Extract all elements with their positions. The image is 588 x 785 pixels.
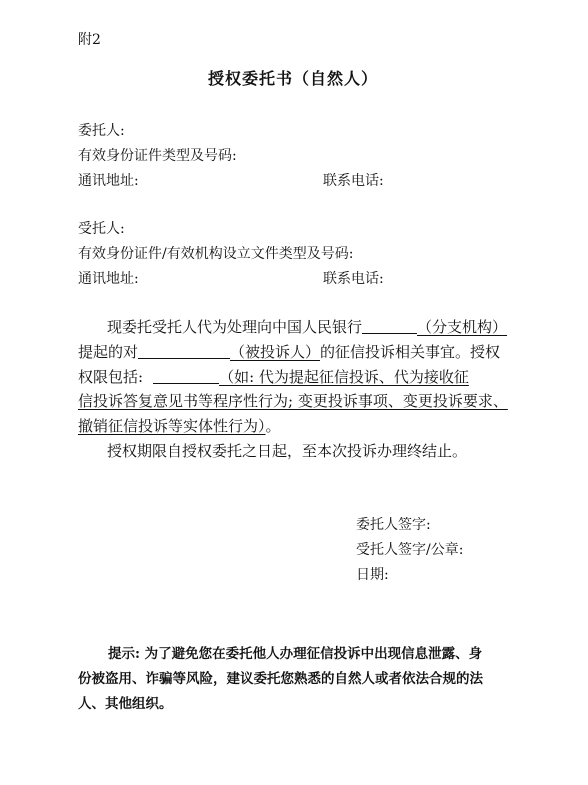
principal-id-label: 有效身份证件类型及号码:	[78, 148, 237, 164]
respondent-blank	[138, 344, 230, 359]
principal-address-label: 通讯地址:	[78, 173, 139, 189]
scope-example: （如: 代为提起征信投诉、代为接收征	[219, 368, 469, 386]
document-title: 授权委托书（自然人）	[208, 69, 379, 88]
principal-name-label: 委托人:	[78, 123, 125, 139]
date-label: 日期:	[356, 567, 389, 583]
principal-signature-label: 委托人签字:	[356, 517, 431, 533]
agent-signature-label: 受托人签字/公章:	[356, 542, 464, 558]
agent-phone-label: 联系电话:	[323, 271, 384, 287]
tip-line-3: 人、其他组织。	[78, 696, 173, 712]
principal-phone-label: 联系电话:	[323, 173, 384, 189]
authorization-line-3	[78, 369, 469, 385]
scope-example: 信投诉答复意见书等程序性行为; 变更投诉事项、变更投诉要求、	[78, 392, 508, 410]
scope-label: 权限包括:	[78, 368, 144, 386]
respondent-placeholder: （被投诉人）	[230, 343, 321, 361]
authorization-line-1	[107, 319, 507, 335]
agent-id-label: 有效身份证件/有效机构设立文件类型及号码:	[78, 246, 354, 262]
authorization-text: 的征信投诉相关事宜。授权	[320, 343, 501, 361]
authorization-line-5	[78, 419, 281, 434]
tip-line-2: 份被盗用、诈骗等风险，建议委托您熟悉的自然人或者依法合规的法	[78, 671, 483, 687]
scope-example: 撤销征信投诉等实体性行为）	[78, 417, 266, 435]
authorization-period: 授权期限自授权委托之日起，至本次投诉办理终结止。	[107, 442, 468, 460]
agent-name-label: 受托人:	[78, 221, 125, 237]
branch-placeholder: （分支机构）	[417, 318, 508, 336]
authorization-text: 提起的对	[78, 343, 139, 361]
sentence-end: 。	[265, 417, 281, 435]
tip-line-1: 提示: 为了避免您在委托他人办理征信投诉中出现信息泄露、身	[108, 646, 483, 662]
authorization-text: 现委托受托人代为处理向中国人民银行	[107, 318, 363, 336]
scope-blank	[153, 369, 219, 384]
branch-blank	[362, 319, 417, 334]
authorization-line-2	[78, 344, 500, 360]
authorization-line-4	[78, 394, 508, 409]
agent-address-label: 通讯地址:	[78, 271, 139, 287]
attachment-label: 附2	[78, 32, 101, 48]
